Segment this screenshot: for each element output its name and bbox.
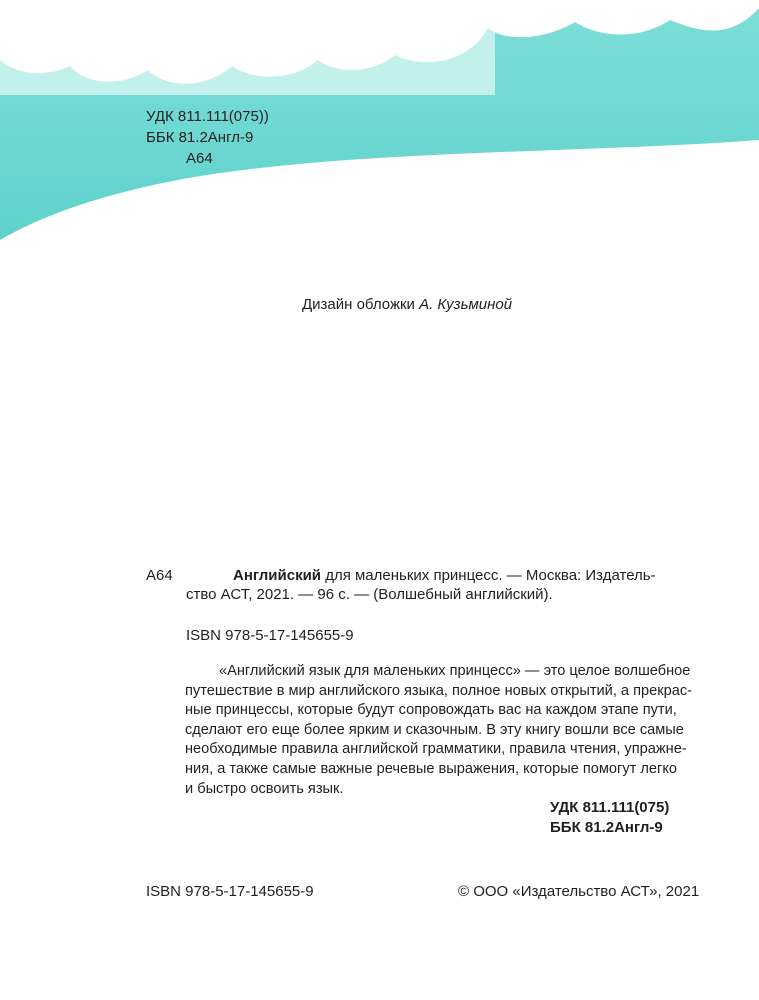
design-credit-name: А. Кузьминой [419, 296, 513, 313]
annotation-line: ные принцессы, которые будут сопровождать вас на каждом этапе пути, [185, 702, 677, 719]
entry-line-1 [233, 566, 656, 585]
author-mark: А64 [146, 567, 173, 584]
book-title-bold: Английский [233, 567, 322, 584]
annotation-line: ния, а также самые важные речевые выражения, которые помогут легко [185, 760, 678, 777]
annotation-paragraph [185, 662, 693, 799]
design-credit [302, 295, 512, 314]
entry-line-1-rest: для маленьких принцесс. — Москва: Издатель- [325, 567, 656, 584]
udk-code-bold: УДК 811.111(075) [550, 799, 670, 816]
annotation-line: путешествие в мир английского языка, полное новых открытий, а прекрас- [185, 682, 693, 699]
design-credit-label: Дизайн обложки [302, 296, 415, 313]
copyright: © ООО «Издательство АСТ», 2021 [458, 883, 700, 900]
entry-line-2: ство АСТ, 2021. — 96 с. — (Волшебный английский). [186, 586, 553, 603]
isbn-footer: ISBN 978-5-17-145655-9 [146, 883, 314, 900]
isbn-entry: ISBN 978-5-17-145655-9 [186, 627, 354, 644]
bbk-code-bold: ББК 81.2Англ-9 [550, 819, 663, 836]
author-mark-top: А64 [186, 150, 213, 167]
annotation-line: «Английский язык для маленьких принцесс» — это целое волшебное [219, 663, 691, 679]
sky-cloud-illustration [0, 0, 759, 250]
annotation-line: сделают его еще более ярким и сказочным. В эту книгу вошли все самые [185, 721, 684, 738]
annotation-line: необходимые правила английской грамматики, правила чтения, упражне- [185, 741, 687, 758]
udk-code-top: УДК 811.111(075)) [146, 108, 269, 125]
bbk-code-top: ББК 81.2Англ-9 [146, 129, 254, 146]
annotation-line: и быстро освоить язык. [185, 780, 344, 797]
